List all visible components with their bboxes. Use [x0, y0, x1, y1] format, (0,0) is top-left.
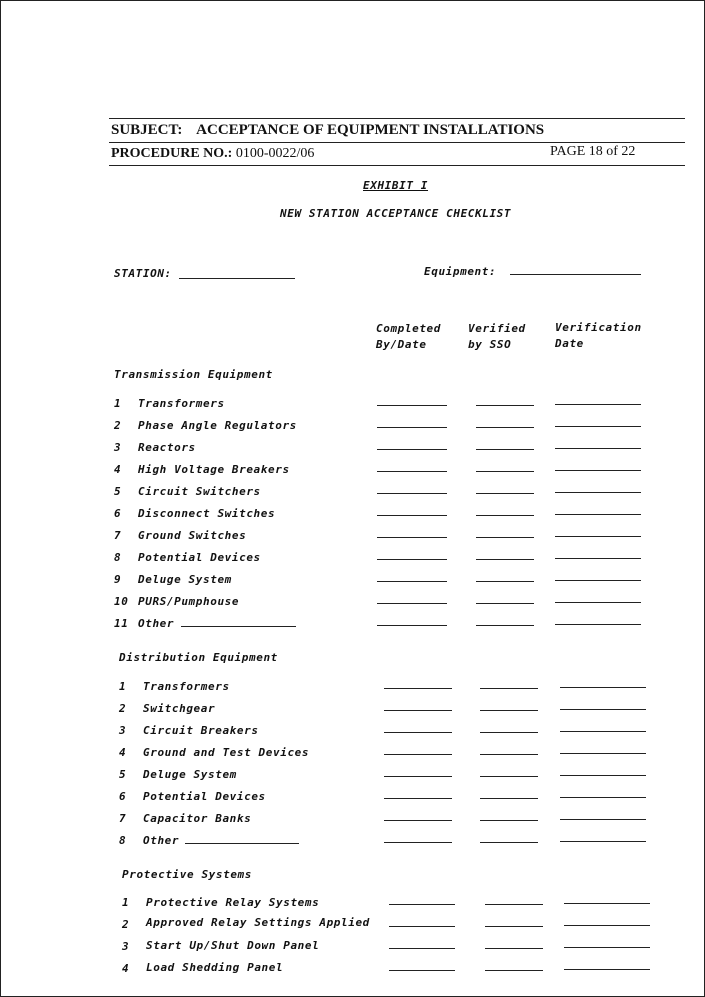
verification-date-field[interactable]: [560, 753, 646, 754]
verified-field[interactable]: [476, 493, 534, 494]
item-number: 1: [114, 397, 122, 410]
item-label: Protective Relay Systems: [146, 896, 320, 909]
subject-line: [111, 122, 544, 139]
item-number: 4: [122, 962, 130, 975]
equipment-field[interactable]: [510, 274, 641, 275]
item-number: 2: [122, 918, 130, 931]
item-label: Circuit Breakers: [143, 724, 259, 737]
verification-date-field[interactable]: [555, 624, 641, 625]
item-label: Transformers: [138, 397, 225, 410]
column-verified-line1: Verified: [468, 322, 526, 335]
verified-field[interactable]: [476, 427, 534, 428]
verified-field[interactable]: [485, 970, 543, 971]
completed-field[interactable]: [384, 688, 452, 689]
completed-field[interactable]: [384, 754, 452, 755]
completed-field[interactable]: [377, 537, 447, 538]
subject-value: ACCEPTANCE OF EQUIPMENT INSTALLATIONS: [196, 122, 545, 138]
completed-field[interactable]: [377, 603, 447, 604]
other-specify-field[interactable]: [181, 626, 296, 627]
column-completed-line2: By/Date: [376, 338, 427, 351]
verified-field[interactable]: [480, 732, 538, 733]
verification-date-field[interactable]: [555, 580, 641, 581]
verification-date-field[interactable]: [560, 731, 646, 732]
header-top-rule: [109, 118, 685, 119]
verified-field[interactable]: [480, 710, 538, 711]
verified-field[interactable]: [476, 625, 534, 626]
completed-field[interactable]: [377, 581, 447, 582]
verification-date-field[interactable]: [560, 687, 646, 688]
verified-field[interactable]: [485, 948, 543, 949]
verified-field[interactable]: [476, 405, 534, 406]
subject-label: SUBJECT:: [111, 122, 183, 138]
verification-date-field[interactable]: [560, 709, 646, 710]
item-number: 1: [119, 680, 127, 693]
completed-field[interactable]: [389, 926, 455, 927]
verification-date-field[interactable]: [555, 492, 641, 493]
verified-field[interactable]: [485, 904, 543, 905]
verification-date-field[interactable]: [560, 775, 646, 776]
item-label: Switchgear: [143, 702, 216, 715]
column-verification-line1: Verification: [555, 321, 642, 334]
verification-date-field[interactable]: [564, 903, 650, 904]
item-label: PURS/Pumphouse: [138, 595, 240, 608]
station-label: STATION:: [114, 267, 172, 280]
item-label: Approved Relay Settings Applied: [146, 916, 370, 929]
verified-field[interactable]: [480, 820, 538, 821]
station-field[interactable]: [179, 278, 295, 279]
item-number: 6: [119, 790, 127, 803]
equipment-label: Equipment:: [424, 265, 497, 278]
item-label: Other: [138, 617, 175, 630]
verified-field[interactable]: [476, 537, 534, 538]
verification-date-field[interactable]: [560, 819, 646, 820]
completed-field[interactable]: [384, 710, 452, 711]
item-number: 10: [114, 595, 129, 608]
item-number: 2: [119, 702, 127, 715]
item-number: 8: [119, 834, 127, 847]
completed-field[interactable]: [377, 427, 447, 428]
other-specify-field[interactable]: [185, 843, 299, 844]
item-label: Phase Angle Regulators: [138, 419, 297, 432]
verified-field[interactable]: [485, 926, 543, 927]
verified-field[interactable]: [476, 449, 534, 450]
completed-field[interactable]: [377, 515, 447, 516]
verification-date-field[interactable]: [555, 426, 641, 427]
verified-field[interactable]: [476, 603, 534, 604]
section-title-distribution: Distribution Equipment: [119, 651, 278, 664]
form-title: NEW STATION ACCEPTANCE CHECKLIST: [280, 207, 512, 220]
item-label: Potential Devices: [143, 790, 266, 803]
completed-field[interactable]: [377, 405, 447, 406]
completed-field[interactable]: [384, 820, 452, 821]
verified-field[interactable]: [480, 754, 538, 755]
column-header-completed: [376, 321, 441, 353]
procedure-number: 0100-0022/06: [235, 146, 315, 161]
item-number: 3: [114, 441, 122, 454]
verified-field[interactable]: [476, 581, 534, 582]
page-number: PAGE 18 of 22: [550, 144, 636, 159]
verified-field[interactable]: [476, 515, 534, 516]
item-label: Start Up/Shut Down Panel: [146, 939, 320, 952]
verified-field[interactable]: [476, 559, 534, 560]
verified-field[interactable]: [480, 776, 538, 777]
completed-field[interactable]: [384, 732, 452, 733]
item-number: 9: [114, 573, 122, 586]
item-number: 4: [114, 463, 122, 476]
verification-date-field[interactable]: [555, 404, 641, 405]
column-verified-line2: by SSO: [468, 338, 512, 351]
item-label: Ground Switches: [138, 529, 247, 542]
completed-field[interactable]: [377, 471, 447, 472]
item-label: Other: [143, 834, 180, 847]
column-verification-line2: Date: [555, 337, 584, 350]
item-number: 1: [122, 896, 130, 909]
completed-field[interactable]: [377, 559, 447, 560]
item-label: Capacitor Banks: [143, 812, 252, 825]
item-number: 2: [114, 419, 122, 432]
completed-field[interactable]: [377, 493, 447, 494]
verification-date-field[interactable]: [555, 448, 641, 449]
item-number: 4: [119, 746, 127, 759]
item-number: 7: [119, 812, 127, 825]
item-number: 7: [114, 529, 122, 542]
column-header-verification-date: [555, 320, 642, 352]
completed-field[interactable]: [384, 842, 452, 843]
verified-field[interactable]: [480, 688, 538, 689]
verification-date-field[interactable]: [555, 470, 641, 471]
header-bottom-rule: [109, 165, 685, 166]
item-number: 3: [119, 724, 127, 737]
item-number: 5: [119, 768, 127, 781]
item-number: 8: [114, 551, 122, 564]
verification-date-field[interactable]: [560, 797, 646, 798]
header-middle-rule: [109, 142, 685, 143]
item-label: Ground and Test Devices: [143, 746, 310, 759]
completed-field[interactable]: [384, 776, 452, 777]
verification-date-field[interactable]: [555, 602, 641, 603]
completed-field[interactable]: [389, 904, 455, 905]
verification-date-field[interactable]: [555, 536, 641, 537]
verified-field[interactable]: [480, 798, 538, 799]
column-header-verified: [468, 321, 526, 353]
verification-date-field[interactable]: [560, 841, 646, 842]
procedure-line: [111, 146, 314, 162]
verification-date-field[interactable]: [564, 969, 650, 970]
procedure-label: PROCEDURE NO.:: [111, 146, 233, 161]
section-title-protective: Protective Systems: [122, 868, 253, 881]
verification-date-field[interactable]: [555, 558, 641, 559]
completed-field[interactable]: [377, 625, 447, 626]
item-label: Deluge System: [143, 768, 237, 781]
item-label: High Voltage Breakers: [138, 463, 290, 476]
verified-field[interactable]: [476, 471, 534, 472]
completed-field[interactable]: [389, 970, 455, 971]
exhibit-label: EXHIBIT I: [363, 179, 429, 192]
verified-field[interactable]: [480, 842, 538, 843]
item-number: 6: [114, 507, 122, 520]
verification-date-field[interactable]: [564, 947, 650, 948]
verification-date-field[interactable]: [564, 925, 650, 926]
completed-field[interactable]: [377, 449, 447, 450]
item-label: Circuit Switchers: [138, 485, 261, 498]
section-title-transmission: Transmission Equipment: [114, 368, 273, 381]
item-number: 5: [114, 485, 122, 498]
completed-field[interactable]: [384, 798, 452, 799]
item-number: 11: [114, 617, 129, 630]
column-completed-line1: Completed: [376, 322, 442, 335]
completed-field[interactable]: [389, 948, 455, 949]
item-label: Reactors: [138, 441, 196, 454]
item-number: 3: [122, 940, 130, 953]
verification-date-field[interactable]: [555, 514, 641, 515]
item-label: Transformers: [143, 680, 230, 693]
item-label: Load Shedding Panel: [146, 961, 284, 974]
item-label: Deluge System: [138, 573, 232, 586]
item-label: Disconnect Switches: [138, 507, 276, 520]
item-label: Potential Devices: [138, 551, 261, 564]
